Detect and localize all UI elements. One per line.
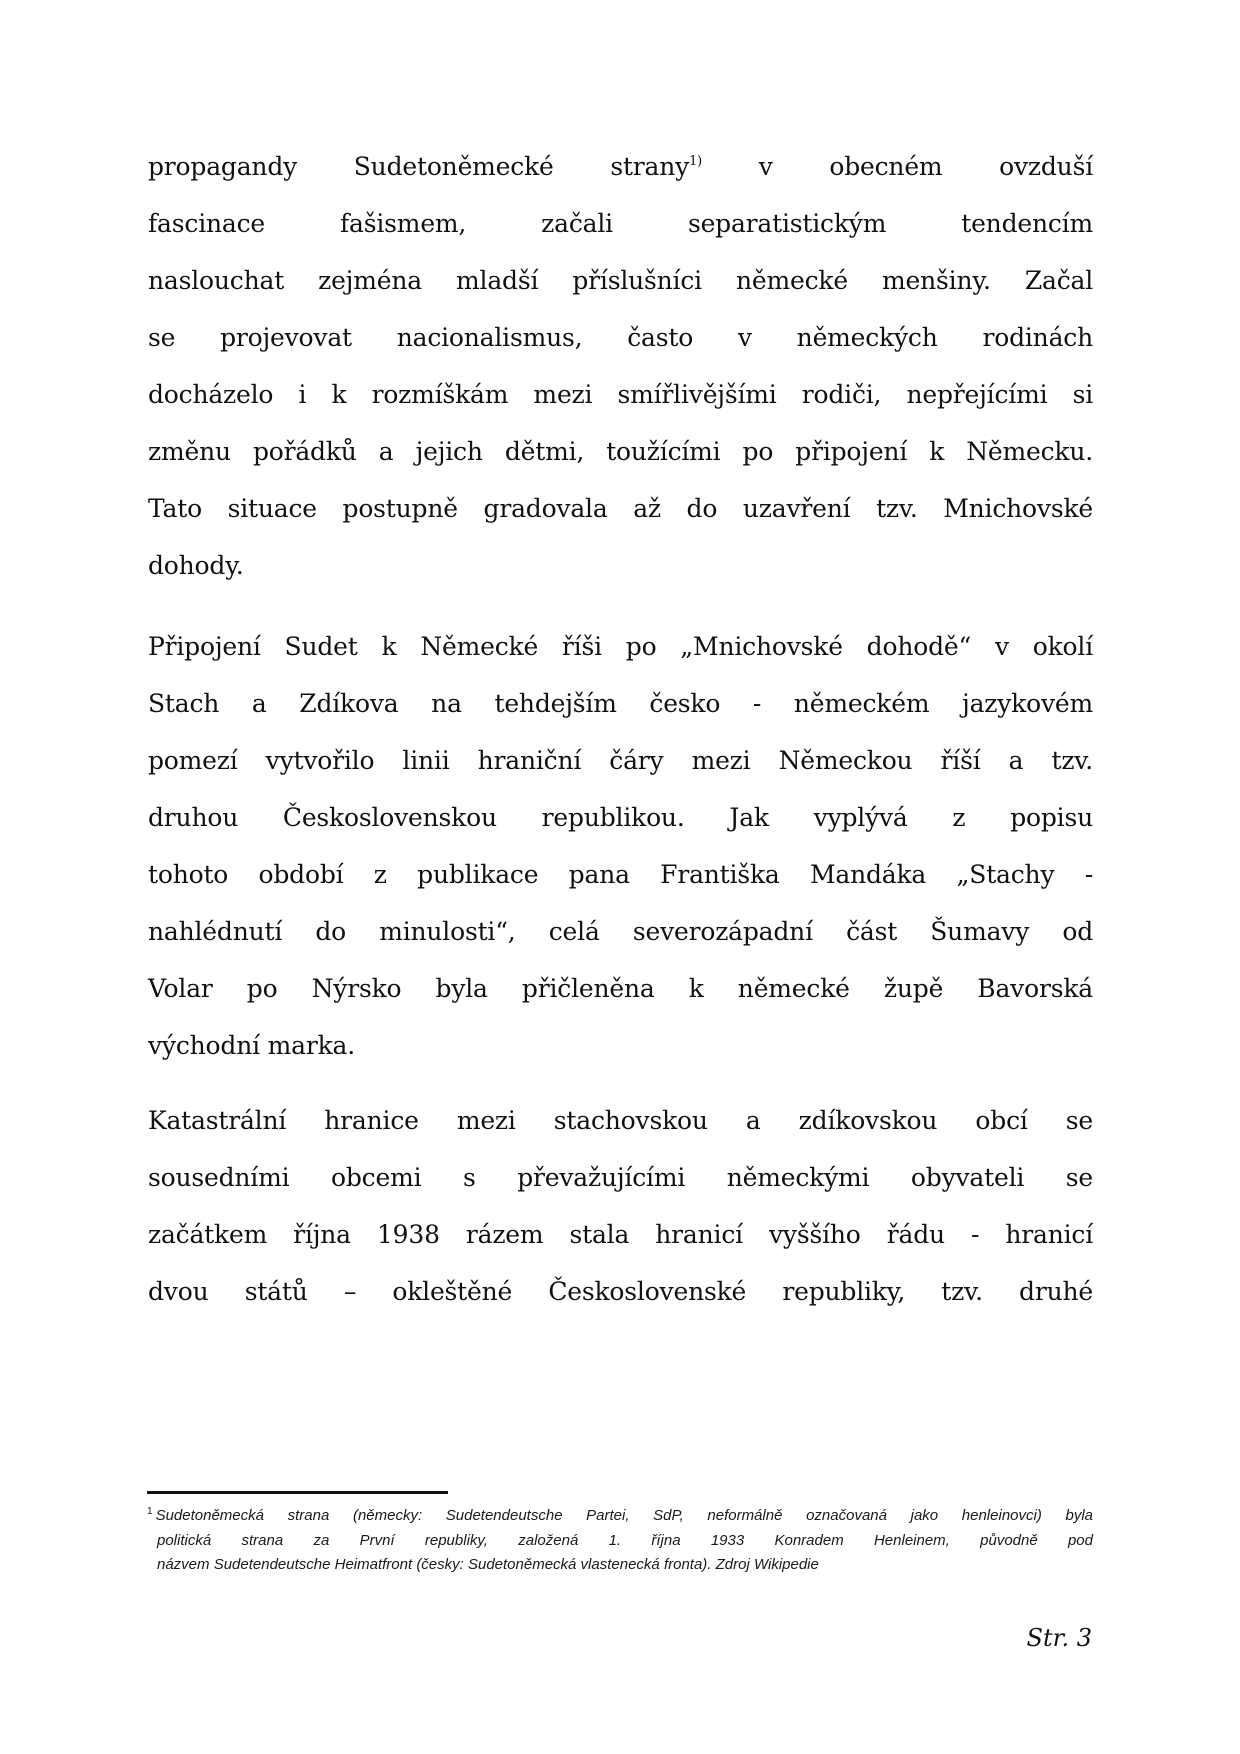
footnote-separator — [147, 1491, 448, 1494]
paragraph-line: sousedními obcemi s převažujícími německými obyvateli se — [148, 1163, 1093, 1192]
paragraph-1 — [148, 138, 1093, 594]
paragraph-line: tohoto období z publikace pana Františka Mandáka „Stachy - — [148, 860, 1093, 889]
page-number: Str. 3 — [1026, 1624, 1092, 1652]
footnote — [147, 1504, 1093, 1578]
footnote-line: politická strana za První republiky, založená 1. října 1933 Konradem Henleinem, původně pod — [157, 1531, 1093, 1549]
paragraph-line: Volar po Nýrsko byla přičleněna k německé župě Bavorská — [148, 974, 1093, 1003]
paragraph-line: pomezí vytvořilo linii hraniční čáry mezi Německou říší a tzv. — [148, 746, 1093, 775]
paragraph-line: dohody. — [148, 551, 244, 580]
paragraph-line: naslouchat zejména mladší příslušníci německé menšiny. Začal — [148, 266, 1093, 295]
footnote-line: $^1$ Sudetoněmecká strana (německy: Sudetendeutsche Partei, SdP, neformálně označovaná jako henleinovci) byla — [147, 1506, 1093, 1524]
paragraph-3 — [148, 1092, 1093, 1320]
paragraph-line: začátkem října 1938 rázem stala hranicí vyššího řádu - hranicí — [148, 1220, 1093, 1249]
paragraph-line: nahlédnutí do minulosti“, celá severozápadní část Šumavy od — [148, 917, 1093, 946]
paragraph-line: se projevovat nacionalismus, často v německých rodinách — [148, 323, 1093, 352]
paragraph-line: Tato situace postupně gradovala až do uzavření tzv. Mnichovské — [148, 494, 1093, 523]
paragraph-line: Stach a Zdíkova na tehdejším česko - německém jazykovém — [148, 689, 1093, 718]
paragraph-line: dvou států – okleštěné Československé republiky, tzv. druhé — [148, 1277, 1093, 1306]
paragraph-line: propagandy Sudetoněmecké strany$^{1)}$ v obecném ovzduší — [148, 152, 1093, 181]
footnote-marker: 1 — [147, 1506, 153, 1517]
footnote-reference[interactable]: 1) — [689, 154, 703, 169]
paragraph-line: Katastrální hranice mezi stachovskou a zdíkovskou obcí se — [148, 1106, 1093, 1135]
paragraph-line: docházelo i k rozmíškám mezi smířlivějšími rodiči, nepřejícími si — [148, 380, 1093, 409]
paragraph-line: fascinace fašismem, začali separatistickým tendencím — [148, 209, 1093, 238]
paragraph-line: změnu pořádků a jejich dětmi, toužícími po připojení k Německu. — [148, 437, 1093, 466]
paragraph-line: Připojení Sudet k Německé říši po „Mnichovské dohodě“ v okolí — [148, 632, 1093, 661]
paragraph-line: východní marka. — [148, 1031, 356, 1060]
paragraph-2 — [148, 618, 1093, 1074]
footnote-line: názvem Sudetendeutsche Heimatfront (česky: Sudetoněmecká vlastenecká fronta). Zdroj Wikipedie — [157, 1556, 819, 1573]
paragraph-line: druhou Československou republikou. Jak vyplývá z popisu — [148, 803, 1093, 832]
